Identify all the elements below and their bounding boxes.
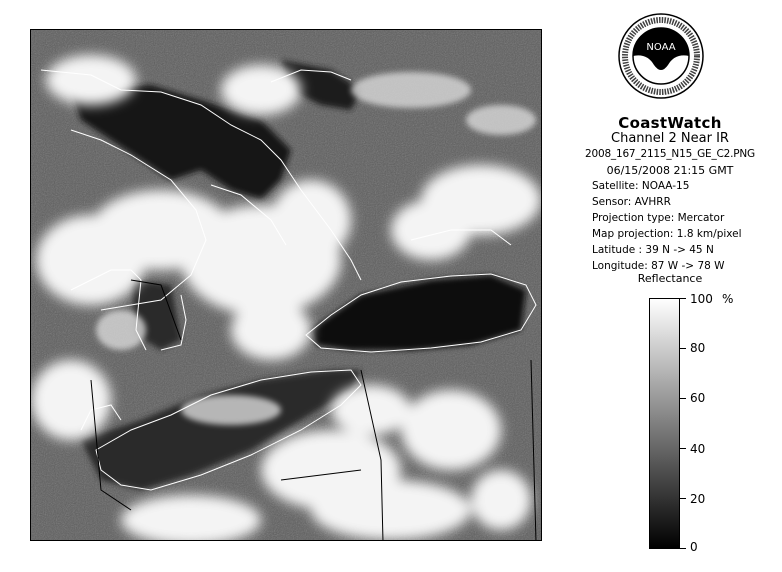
colorbar-tick [680, 448, 686, 449]
map-projection-label: Map projection: 1.8 km/pixel [592, 228, 742, 240]
satellite-label: Satellite: NOAA-15 [592, 180, 690, 192]
colorbar-tick-label: 80 [690, 341, 706, 355]
satellite-map[interactable] [30, 29, 542, 541]
colorbar-tick-label: 20 [690, 492, 706, 506]
colorbar-tick-label: 0 [690, 540, 698, 554]
colorbar-tick [680, 398, 686, 399]
channel-label: Channel 2 Near IR [611, 131, 729, 146]
sensor-label: Sensor: AVHRR [592, 196, 671, 208]
filename-label: 2008_167_2115_N15_GE_C2.PNG [585, 148, 755, 160]
colorbar-unit: % [722, 292, 734, 306]
colorbar-tick [680, 298, 686, 299]
datetime-label: 06/15/2008 21:15 GMT [606, 164, 734, 177]
colorbar-tick [680, 548, 686, 549]
colorbar-tick [680, 498, 686, 499]
longitude-label: Longitude: 87 W -> 78 W [592, 260, 725, 272]
reflectance-colorbar [649, 298, 680, 549]
logo-text: NOAA [646, 42, 676, 53]
satellite-image [31, 30, 542, 541]
colorbar-tick-label: 60 [690, 391, 706, 405]
colorbar-tick [680, 348, 686, 349]
noaa-logo [618, 13, 704, 99]
brand-title: CoastWatch [618, 114, 722, 132]
colorbar-title: Reflectance [637, 272, 703, 285]
colorbar-tick-label: 40 [690, 442, 706, 456]
colorbar-tick-label: 100 [690, 292, 713, 306]
projection-type-label: Projection type: Mercator [592, 212, 725, 224]
latitude-label: Latitude : 39 N -> 45 N [592, 244, 714, 256]
